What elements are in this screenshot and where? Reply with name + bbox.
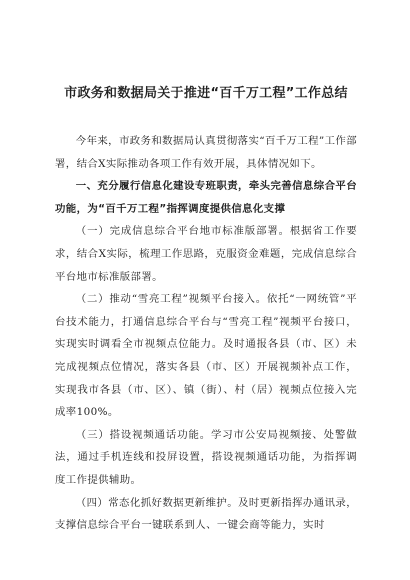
document-title: 市政务和数据局关于推进“百千万工程”工作总结 [64,86,348,101]
body-paragraph-3: （三）搭设视频通话功能。学习市公安局视频接、处警做法，通过手机连线和投屏设置，搭设视频通话功能，为指挥调度工作提供辅助。 [55,428,357,486]
intro-paragraph: 今年来，市政务和数据局认真贯彻落实“百千万工程”工作部署，结合X实际推动各项工作有效开展，具体情况如下。 [55,135,357,170]
section-heading-1: 一、充分履行信息化建设专班职责，牵头完善信息综合平台功能，为“百千万工程”指挥调度提供信息化支撑 [55,180,357,215]
body-paragraph-2: （二）推动“雪亮工程”视频平台接入。依托“一网统管”平台技术能力，打通信息综合平台与“雪亮工程”视频平台接口，实现实时调看全市视频点位能力。及时通报各县（市、区）未完成视频点位情况，落实各县（市、区）开展视频补点工作，实现我市各县（市、区）、镇（街）、村（居）视频点位接入完成率100%。 [55,293,357,419]
body-paragraph-4: （四）常态化抓好数据更新维护。及时更新指挥办通讯录，支撑信息综合平台一键联系到人、一键会商等能力，实时 [55,496,357,532]
body-paragraph-1: （一）完成信息综合平台地市标准版部署。根据省工作要求，结合X实际，梳理工作思路，克服资金难题，完成信息综合平台地市标准版部署。 [55,225,357,283]
